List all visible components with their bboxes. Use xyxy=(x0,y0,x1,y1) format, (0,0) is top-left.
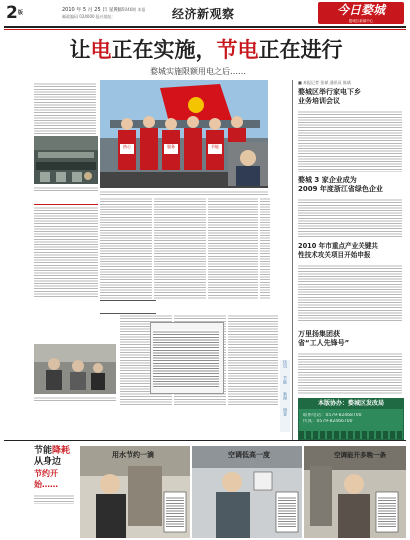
page-number xyxy=(6,4,23,22)
bottom-panel-3-note xyxy=(378,496,396,528)
tag-1: 快讯 xyxy=(283,360,288,368)
headline-part-3: 正在实施， xyxy=(111,38,217,62)
tag-4: 调查 xyxy=(283,408,288,416)
bottom-panel-2-note xyxy=(278,496,296,528)
family-photo-caption xyxy=(34,396,116,403)
bottom-panel-1-note xyxy=(166,496,184,528)
right-headline-1a: 婺城区举行家电下乡 xyxy=(298,88,361,96)
banner-sign-3: 节能 xyxy=(211,144,219,149)
logo-sub: 婺城区新闻中心 xyxy=(348,19,374,23)
bottom-left-caption xyxy=(34,494,74,504)
masthead-rule-red xyxy=(4,29,406,30)
page-number-digit: 2 xyxy=(6,3,18,23)
headline-subtitle: 婺城实施限额用电之后…… xyxy=(150,67,246,76)
sponsor-line-1: 联系电话：0579-82468700 xyxy=(303,413,362,418)
bottom-slogan-1: 用水节约一滴 xyxy=(112,450,154,459)
bottom-panel-3 xyxy=(304,446,406,538)
right-headline-4a: 万里扬集团获 xyxy=(298,330,340,338)
right-article-3-text xyxy=(298,264,402,322)
bottom-strip-rule xyxy=(4,440,406,441)
banner-sign-2: 服务 xyxy=(167,144,175,149)
sponsor-line-2: 传真：0579-82466700 xyxy=(303,419,353,424)
factory-photo-caption xyxy=(34,186,98,192)
bottom-title-4: 节约开始…… xyxy=(34,469,58,489)
main-headline xyxy=(40,36,372,64)
bottom-slogan-2: 空调低高一度 xyxy=(228,450,270,459)
sponsor-title: 本版协办：婺城区发改局 xyxy=(299,399,403,409)
body-column-2 xyxy=(100,197,152,299)
bottom-panel-1 xyxy=(80,446,190,538)
body-column-5 xyxy=(260,197,270,299)
headline-part-1: 让 xyxy=(69,38,91,62)
quote-box xyxy=(100,300,156,314)
masthead-logo xyxy=(318,2,404,24)
page-number-suffix: 版 xyxy=(17,10,23,16)
bottom-slogan-3: 空调能开多晚一条 xyxy=(334,451,386,459)
bottom-panel-2 xyxy=(192,446,302,538)
bottom-title-3: 从身边 xyxy=(34,457,62,467)
masthead-sub-line-1: 第5046期 本报 xyxy=(118,7,146,12)
sponsor-city-silhouette xyxy=(299,431,403,439)
body-column-3 xyxy=(154,197,206,299)
sponsor-box xyxy=(298,398,404,440)
bottom-title-1-word: 节能 xyxy=(34,446,53,456)
hero-photo-caption xyxy=(100,190,268,196)
section-title: 经济新观察 xyxy=(172,7,235,21)
notes-sidebar-text xyxy=(153,330,219,388)
right-headline-3 xyxy=(298,242,402,260)
article-section-head-1 xyxy=(34,197,98,205)
right-kicker: ■ 本报记者 张斌 通讯员 陈斌 xyxy=(298,80,351,85)
tag-2: 节能 xyxy=(283,376,288,384)
right-headline-3a: 2010 年市重点产业关键共 xyxy=(298,242,378,250)
right-article-4-text xyxy=(298,352,402,394)
factory-photo xyxy=(34,136,98,184)
date-line: 2010 年 5 月 25 日 星期三 xyxy=(62,7,124,13)
body-column-8 xyxy=(228,314,278,406)
bottom-title-1 xyxy=(34,446,74,457)
right-column-divider xyxy=(292,80,293,440)
right-article-1-text xyxy=(298,110,402,172)
right-headline-3b: 性技术攻关项目开始申报 xyxy=(298,251,371,259)
headline-part-2: 电 xyxy=(90,38,112,62)
banner-sign-1: 热心 xyxy=(123,144,131,149)
headline-part-5: 正在进行 xyxy=(258,38,343,62)
masthead-sub-line-2: 邮政编码 024000 报社地址： xyxy=(62,14,116,19)
right-headline-2a: 婺城 3 家企业成为 xyxy=(298,176,357,184)
body-column-1 xyxy=(34,206,98,298)
right-headline-4b: 省“工人先锋号” xyxy=(298,339,350,347)
right-headline-2 xyxy=(298,176,402,194)
masthead xyxy=(0,0,410,40)
body-column-4 xyxy=(208,197,258,299)
right-headline-1 xyxy=(298,88,402,106)
bottom-title-2-word: 降耗 xyxy=(52,446,71,456)
tag-3: 新闻 xyxy=(283,392,288,400)
right-headline-4 xyxy=(298,330,402,348)
right-article-2-text xyxy=(298,198,402,238)
vertical-tags xyxy=(280,360,290,432)
masthead-rule xyxy=(4,26,406,28)
logo-text: 今日婺城 xyxy=(336,3,385,17)
family-photo xyxy=(34,344,116,394)
right-headline-1b: 业务培训会议 xyxy=(298,97,340,105)
headline-part-4: 节电 xyxy=(216,38,259,62)
meter-photo xyxy=(228,142,268,186)
intro-text-block xyxy=(34,82,96,134)
bottom-left-title xyxy=(34,446,74,536)
right-headline-2b: 2009 年度浙江省绿色企业 xyxy=(298,185,383,193)
